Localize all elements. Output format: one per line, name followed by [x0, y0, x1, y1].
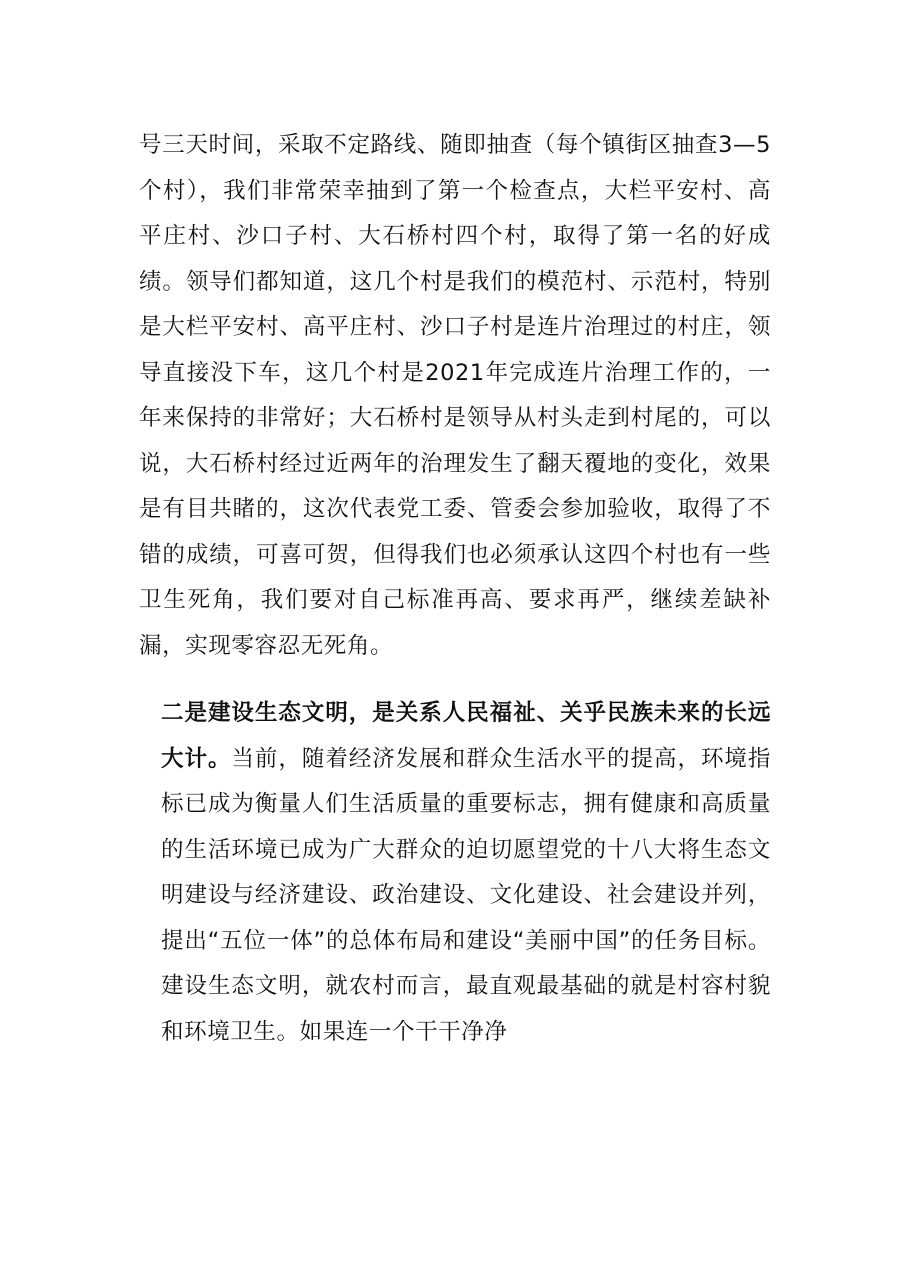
paragraph-2: [139, 691, 771, 1055]
document-body: [139, 123, 771, 1055]
paragraph-1: [139, 123, 771, 669]
paragraph-1-text: 号三天时间，采取不定路线、随即抽查（每个镇街区抽查3—5个村），我们非常荣幸抽到了第一个检查点，大栏平安村、高平庄村、沙口子村、大石桥村四个村，取得了第一名的好成绩。领导们都知道，这几个村是我们的模范村、示范村，特别是大栏平安村、高平庄村、沙口子村是连片治理过的村庄，领导直接没下车，这几个村是2021年完成连片治理工作的，一年来保持的非常好；大石桥村是领导从村头走到村尾的，可以说，大石桥村经过近两年的治理发生了翻天覆地的变化，效果是有目共睹的，这次代表党工委、管委会参加验收，取得了不错的成绩，可喜可贺，但得我们也必须承认这四个村也有一些卫生死角，我们要对自己标准再高、要求再严，继续差缺补漏，实现零容忍无死角。: [139, 132, 771, 659]
paragraph-2-heading: 二是建设生态文明，是关系人民福祉、关乎民族未来的长远大计。: [161, 700, 771, 772]
paragraph-2-text: 当前，随着经济发展和群众生活水平的提高，环境指标已成为衡量人们生活质量的重要标志，拥有健康和高质量的生活环境已成为广大群众的迫切愿望党的十八大将生态文明建设与经济建设、政治建设、文化建设、社会建设并列，提出“五位一体”的总体布局和建设“美丽中国”的任务目标。建设生态文明，就农村而言，最直观最基础的就是村容村貌和环境卫生。如果连一个干干净净: [161, 745, 771, 1045]
